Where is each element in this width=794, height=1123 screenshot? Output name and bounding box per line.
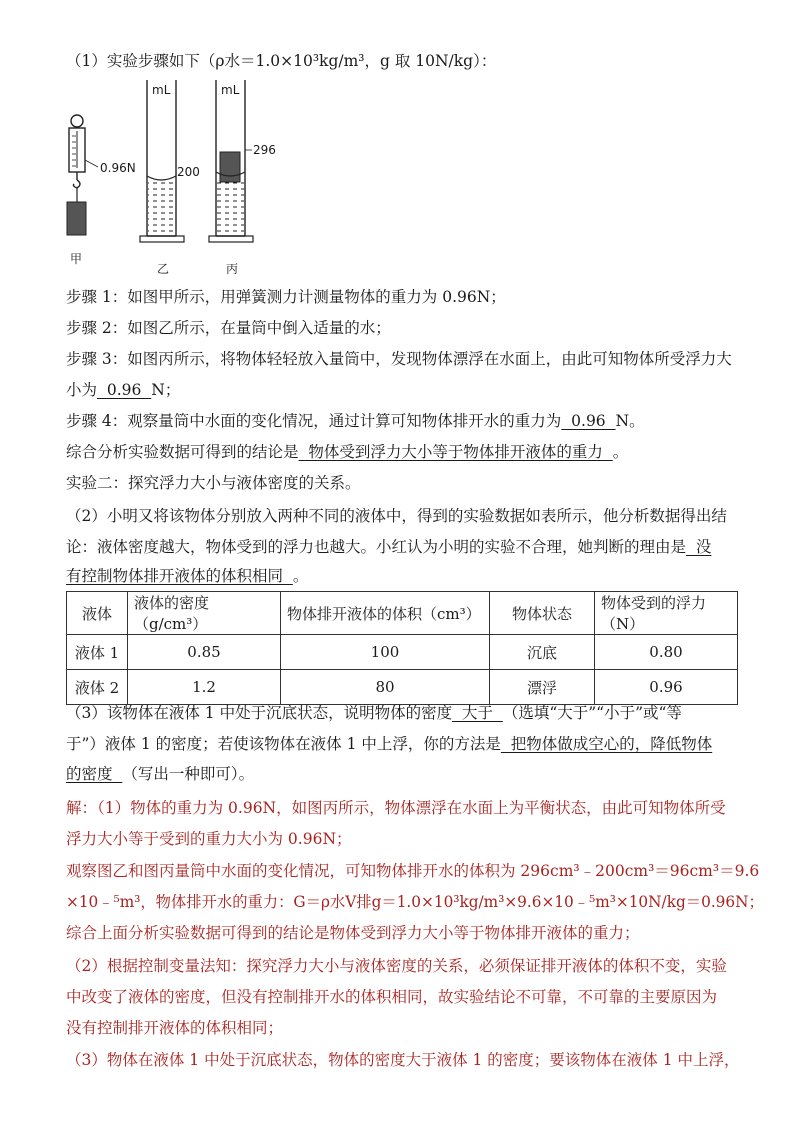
conclusion-suffix: 。 bbox=[612, 443, 629, 461]
step-intro: （1）实验步骤如下（ρ水＝1.0×10³kg/m³，g 取 10N/kg）： bbox=[66, 52, 497, 70]
table-row bbox=[67, 635, 738, 670]
experiment-figure bbox=[0, 0, 794, 290]
step-1: 步骤 1：如图甲所示，用弹簧测力计测量物体的重力为 0.96N； bbox=[66, 288, 506, 306]
table-cell: 80 bbox=[281, 670, 490, 705]
step-2: 步骤 2：如图乙所示，在量筒中倒入适量的水； bbox=[66, 319, 391, 337]
q2-line-3 bbox=[66, 566, 308, 586]
label-jia: 甲 bbox=[70, 252, 83, 266]
step-3-answer: 0.96 bbox=[97, 381, 152, 399]
cylinder-unit-bing: mL bbox=[221, 83, 240, 97]
table-cell: 液体 2 bbox=[67, 670, 128, 705]
cylinder-yi-reading: 200 bbox=[177, 165, 200, 179]
q3-answer-2-part-1: 把物体做成空心的，降低物体 bbox=[500, 735, 713, 753]
table-header: 物体排开液体的体积（cm³） bbox=[281, 592, 490, 635]
experiment-2-title: 实验二：探究浮力大小与液体密度的关系。 bbox=[66, 474, 361, 492]
table-cell: 液体 1 bbox=[67, 635, 128, 670]
solution-line-2: 浮力大小等于受到的重力大小为 0.96N； bbox=[66, 830, 352, 848]
table-cell: 100 bbox=[281, 635, 490, 670]
table-cell: 沉底 bbox=[490, 635, 595, 670]
solution-line-4: ×10﹣⁵m³，物体排开水的重力：G＝ρ水V排g＝1.0×10³kg/m³×9.6×10﹣⁵m³×10N/kg＝0.96N； bbox=[66, 893, 764, 911]
solution-line-3: 观察图乙和图丙量筒中水面的变化情况，可知物体排开水的体积为 296cm³﹣200cm³＝96cm³＝9.6 bbox=[66, 862, 760, 880]
q3-line-3 bbox=[66, 764, 254, 784]
q2-line-1: （2）小明又将该物体分别放入两种不同的液体中，得到的实验数据如表所示，他分析数据得出结 bbox=[66, 507, 727, 525]
table-cell: 0.85 bbox=[128, 635, 281, 670]
table-header: 物体状态 bbox=[490, 592, 595, 635]
q2-line-2-text: 论：液体密度越大，物体受到的浮力也越大。小红认为小明的实验不合理，她判断的理由是 bbox=[66, 538, 687, 556]
table-row bbox=[67, 670, 738, 705]
q2-line-3-suffix: 。 bbox=[292, 567, 309, 585]
q3-line-1-text: （3）该物体在液体 1 中处于沉底状态，说明物体的密度 bbox=[66, 704, 453, 722]
q3-line-1 bbox=[66, 703, 682, 723]
step-3-suffix: N； bbox=[151, 381, 181, 399]
step-4-answer: 0.96 bbox=[561, 412, 616, 430]
solution-line-1: 解：（1）物体的重力为 0.96N，如图丙所示，物体漂浮在水面上为平衡状态，由此可知物体所受 bbox=[66, 799, 726, 817]
table-header: 液体的密度（g/cm³） bbox=[128, 592, 281, 635]
q3-line-1-suffix: （选填“大于”“小于”或“等 bbox=[502, 704, 682, 722]
solution-line-9: （3）物体在液体 1 中处于沉底状态，物体的密度大于液体 1 的密度；要该物体在液体 1 中上浮， bbox=[66, 1051, 740, 1069]
solution-line-6: （2）根据控制变量法知：探究浮力大小与液体密度的关系，必须保证排开液体的体积不变，实验 bbox=[66, 957, 727, 975]
cylinder-bing bbox=[209, 80, 253, 242]
table-header: 物体受到的浮力（N） bbox=[595, 592, 738, 635]
q3-line-3-suffix: （写出一种即可）。 bbox=[122, 765, 255, 783]
solution-line-7: 中改变了液体的密度，但没有控制排开水的体积相同，故实验结论不可靠，不可靠的主要原因为 bbox=[66, 988, 718, 1006]
spring-reading: 0.96N bbox=[100, 161, 136, 175]
solution-line-5: 综合上面分析实验数据可得到的结论是物体受到浮力大小等于物体排开液体的重力； bbox=[66, 924, 640, 942]
cylinder-yi bbox=[140, 80, 184, 242]
q2-answer-part-1: 没 bbox=[686, 538, 712, 556]
q3-answer-1: 大于 bbox=[452, 704, 503, 722]
label-yi: 乙 bbox=[157, 262, 170, 276]
step-4 bbox=[66, 411, 645, 431]
cylinder-unit-yi: mL bbox=[152, 83, 171, 97]
q3-answer-2-part-2: 的密度 bbox=[66, 765, 123, 783]
step-3-prefix: 小为 bbox=[66, 381, 98, 399]
label-bing: 丙 bbox=[226, 262, 239, 276]
q2-line-2 bbox=[66, 537, 711, 557]
step-3: 步骤 3：如图丙所示，将物体轻轻放入量筒中，发现物体漂浮在水面上，由此可知物体所受浮力大 bbox=[66, 350, 732, 368]
conclusion-prefix: 综合分析实验数据可得到的结论是 bbox=[66, 443, 299, 461]
table-cell: 0.96 bbox=[595, 670, 738, 705]
q3-line-2 bbox=[66, 734, 712, 754]
conclusion bbox=[66, 442, 628, 462]
data-table bbox=[66, 591, 738, 705]
conclusion-answer: 物体受到浮力大小等于物体排开液体的重力 bbox=[298, 443, 613, 461]
q3-line-2-text: 于”）液体 1 的密度；若使该物体在液体 1 中上浮，你的方法是 bbox=[66, 735, 501, 753]
table-cell: 漂浮 bbox=[490, 670, 595, 705]
table-header: 液体 bbox=[67, 592, 128, 635]
q2-answer-part-2: 有控制物体排开液体的体积相同 bbox=[66, 567, 293, 585]
table-cell: 0.80 bbox=[595, 635, 738, 670]
solution-line-8: 没有控制排开液体的体积相同； bbox=[66, 1019, 284, 1037]
step-3-answer-line bbox=[66, 380, 180, 400]
step-4-prefix: 步骤 4：观察量筒中水面的变化情况，通过计算可知物体排开水的重力为 bbox=[66, 412, 562, 430]
cylinder-bing-reading: 296 bbox=[253, 143, 276, 157]
table-cell: 1.2 bbox=[128, 670, 281, 705]
spring-scale bbox=[67, 115, 98, 235]
step-4-suffix: N。 bbox=[615, 412, 645, 430]
table-header-row bbox=[67, 592, 738, 635]
